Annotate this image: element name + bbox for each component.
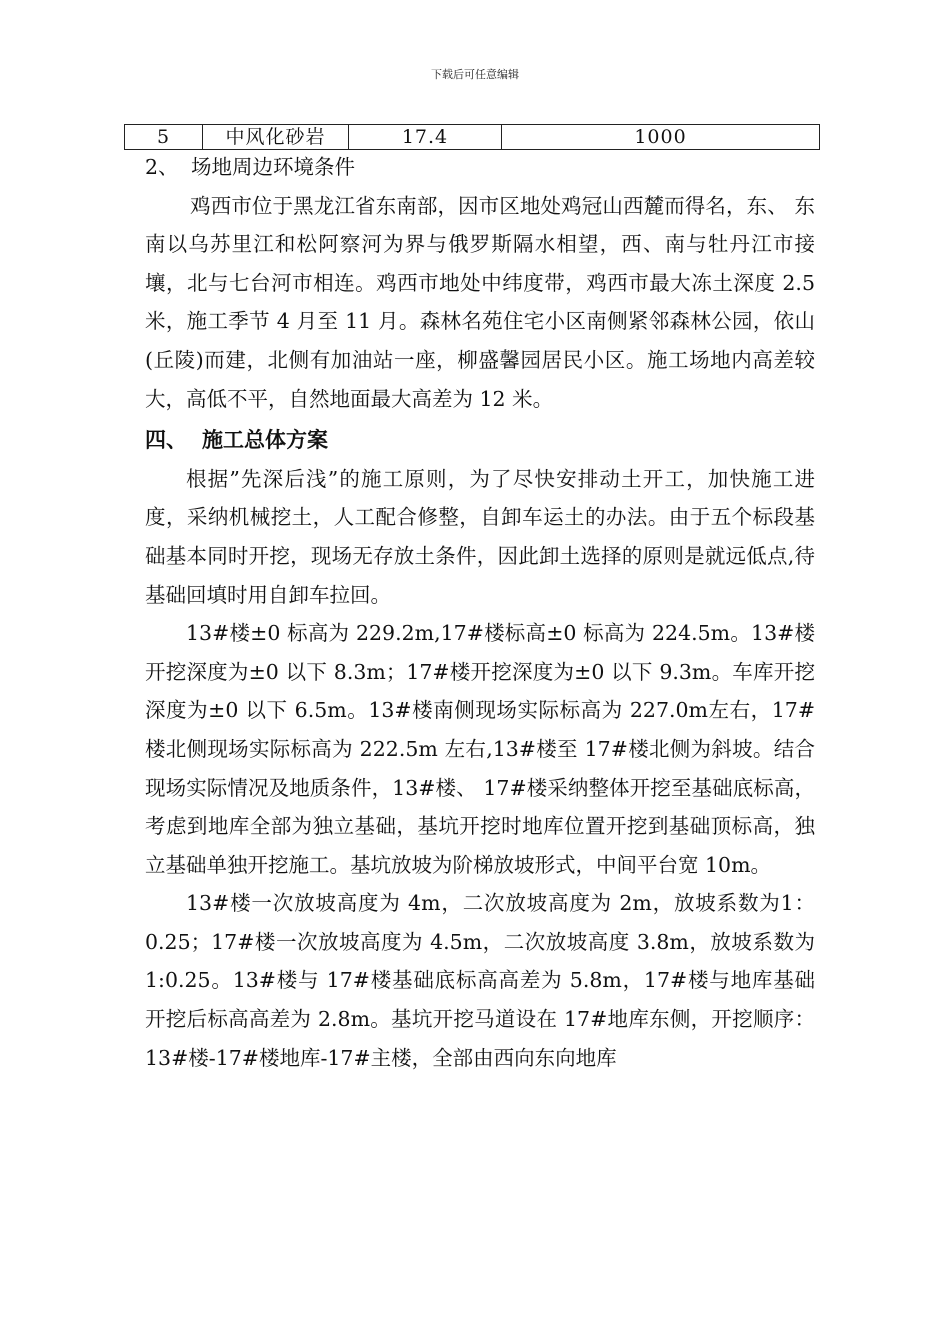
document-body <box>145 148 815 1077</box>
section-4-paragraph-1: 根据”先深后浅”的施工原则，为了尽快安排动土开工，加快施工进度，采纳机械挖土，人工配合修整，自卸车运土的办法。由于五个标段基础基本同时开挖，现场无存放土条件，因此卸土选择的原则是就远低点,待基础回填时用自卸车拉回。 <box>145 466 815 607</box>
section-4-paragraph-2: 13#楼±0 标高为 229.2m,17#楼标高±0 标高为 224.5m。13#楼开挖深度为±0 以下 8.3m；17#楼开挖深度为±0 以下 9.3m。车库开挖深度为±0 以下 6.5m。13#楼南侧现场实际标高为 227.0m左右，17#楼北侧现场实际标高为 222.5m 左右,13#楼至 17#楼北侧为斜坡。结合现场实际情况及地质条件，13#楼、 17#楼采纳整体开挖至基础底标高，考虑到地库全部为独立基础，基坑开挖时地库位置开挖到基础顶标高，独立基础单独开挖施工。基坑放坡为阶梯放坡形式，中间平台宽 10m。 <box>145 621 815 877</box>
section-2-number: 2、 <box>145 155 179 179</box>
section-4-heading <box>145 421 815 460</box>
page-header: 下载后可任意编辑 <box>431 68 519 81</box>
table-cell: 1000 <box>502 125 820 150</box>
section-4-title: 施工总体方案 <box>202 427 328 453</box>
soil-table <box>124 124 820 150</box>
table-cell: 5 <box>125 125 203 150</box>
section-4-paragraph-3: 13#楼一次放坡高度为 4m，二次放坡高度为 2m，放坡系数为1：0.25；17#楼一次放坡高度为 4.5m，二次放坡高度 3.8m，放坡系数为 1:0.25。13#楼与 17#楼基础底标高高差为 5.8m，17#楼与地库基础开挖后标高高差为 2.8m。基坑开挖马道设在 17#地库东侧，开挖顺序：13#楼-17#楼地库-17#主楼，全部由西向东向地库 <box>145 891 815 1070</box>
section-2-paragraph: 鸡西市位于黑龙江省东南部，因市区地处鸡冠山西麓而得名，东、 东南以乌苏里江和松阿察河为界与俄罗斯隔水相望，西、南与牡丹江市接壤，北与七台河市相连。鸡西市地处中纬度带，鸡西市最大冻土深度 2.5 米，施工季节 4 月至 11 月。森林名苑住宅小区南侧紧邻森林公园，依山(丘陵)而建，北侧有加油站一座，柳盛馨园居民小区。施工场地内高差较大，高低不平，自然地面最大高差为 12 米。 <box>145 193 815 411</box>
section-2-title: 场地周边环境条件 <box>191 155 355 179</box>
table-cell: 中风化砂岩 <box>203 125 349 150</box>
section-4-number: 四、 <box>145 427 187 453</box>
table-cell: 17.4 <box>349 125 502 150</box>
table-row <box>125 125 820 150</box>
section-2-heading <box>145 148 815 187</box>
